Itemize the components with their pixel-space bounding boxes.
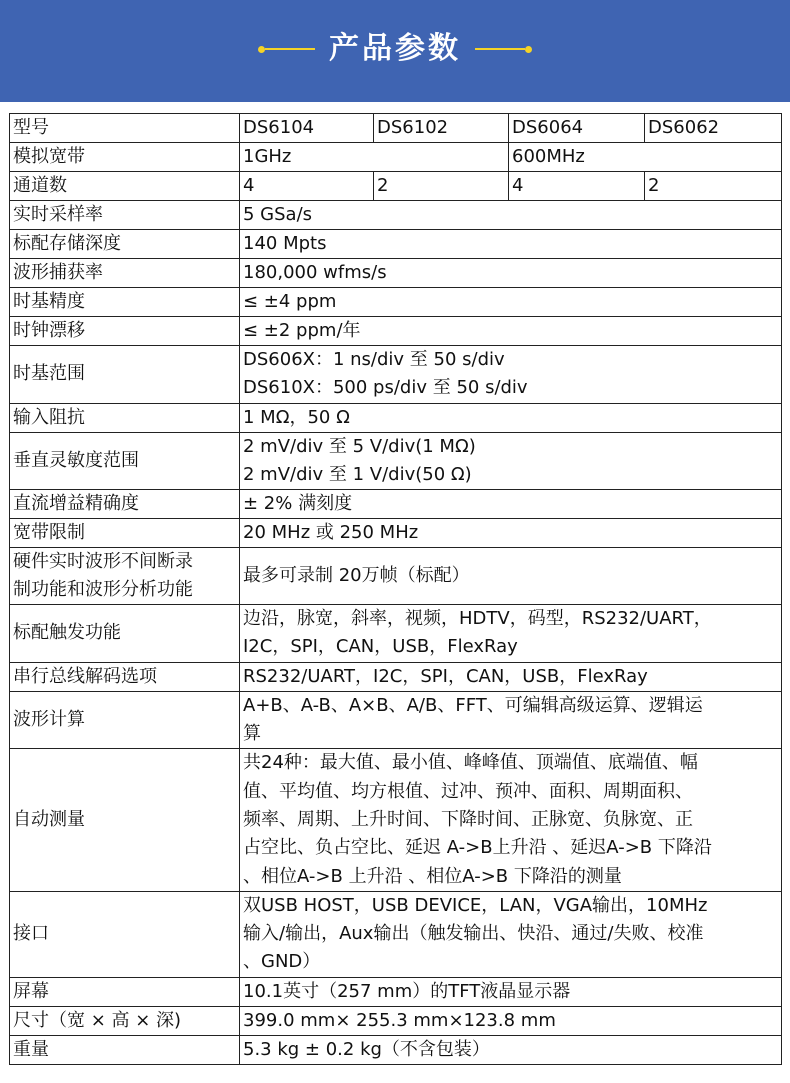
- spec-value-line: 、相位A->B 上升沿 、相位A->B 下降沿的测量: [243, 865, 622, 887]
- spec-value-cell: [240, 317, 782, 346]
- spec-value-cell: [240, 977, 782, 1006]
- spec-label: 模拟宽带: [10, 143, 240, 172]
- spec-value-cell: DS6102: [374, 114, 509, 143]
- spec-row: [10, 605, 782, 663]
- spec-value-cell: 2: [374, 172, 509, 201]
- spec-value-line: 输入/输出，Aux输出（触发输出、快沿、通过/失败、校准: [243, 923, 704, 945]
- spec-value-line: 399.0 mm× 255.3 mm×123.8 mm: [243, 1009, 556, 1031]
- spec-value-line: 5.3 kg ± 0.2 kg（不含包装）: [243, 1038, 490, 1060]
- spec-label: 垂直灵敏度范围: [10, 432, 240, 490]
- spec-value-line: 占空比、负占空比、延迟 A->B上升沿 、延迟A->B 下降沿: [243, 837, 712, 859]
- spec-value-cell: 600MHz: [509, 143, 782, 172]
- spec-value-cell: [240, 288, 782, 317]
- decoration-dot: [258, 46, 265, 53]
- spec-label: 串行总线解码选项: [10, 662, 240, 691]
- spec-label: 型号: [10, 114, 240, 143]
- decoration-line: [475, 48, 525, 50]
- spec-value-line: 5 GSa/s: [243, 204, 313, 225]
- spec-label: 宽带限制: [10, 519, 240, 548]
- spec-row: [10, 691, 782, 749]
- spec-label-line: 硬件实时波形不间断录: [13, 551, 193, 573]
- spec-value-line: 边沿，脉宽，斜率，视频，HDTV，码型，RS232/UART，: [243, 608, 712, 630]
- spec-value-cell: 4: [240, 172, 374, 201]
- spec-row: [10, 201, 782, 230]
- spec-row: [10, 891, 782, 977]
- spec-value-cell: DS6064: [509, 114, 645, 143]
- spec-value-cell: 2: [645, 172, 782, 201]
- spec-value-cell: [240, 490, 782, 519]
- spec-value-line: ± 2% 满刻度: [243, 493, 353, 515]
- spec-value-cell: [240, 201, 782, 230]
- spec-row: [10, 432, 782, 490]
- spec-value-line: 2 mV/div 至 1 V/div(50 Ω): [243, 463, 472, 485]
- spec-value-line: 20 MHz 或 250 MHz: [243, 522, 419, 544]
- spec-row: [10, 490, 782, 519]
- spec-value-line: 频率、周期、上升时间、下降时间、正脉宽、负脉宽、正: [243, 808, 693, 830]
- spec-value-cell: [240, 891, 782, 977]
- header-banner: [0, 0, 790, 102]
- spec-value-line: I2C，SPI，CAN，USB，FlexRay: [243, 636, 518, 658]
- header-title-group: [0, 27, 790, 71]
- spec-value-cell: 4: [509, 172, 645, 201]
- spec-label: 标配存储深度: [10, 230, 240, 259]
- spec-label: 输入阻抗: [10, 403, 240, 432]
- spec-value-line: 值、平均值、均方根值、过冲、预冲、面积、周期面积、: [243, 780, 693, 802]
- spec-row: [10, 548, 782, 605]
- spec-row: [10, 403, 782, 432]
- spec-label: 时基精度: [10, 288, 240, 317]
- title-decoration-left: [258, 46, 315, 53]
- spec-value-cell: [240, 548, 782, 605]
- spec-row: [10, 259, 782, 288]
- spec-label: 重量: [10, 1035, 240, 1064]
- spec-label: 标配触发功能: [10, 605, 240, 663]
- spec-label: [10, 548, 240, 605]
- spec-label-line: 制功能和波形分析功能: [13, 579, 193, 601]
- spec-row: [10, 288, 782, 317]
- spec-value-line: DS606X：1 ns/div 至 50 s/div: [243, 349, 505, 370]
- spec-row: [10, 662, 782, 691]
- spec-row-channels: [10, 172, 782, 201]
- spec-label: 波形捕获率: [10, 259, 240, 288]
- spec-value-cell: 1GHz: [240, 143, 509, 172]
- title-decoration-right: [475, 46, 532, 53]
- decoration-line: [265, 48, 315, 50]
- spec-value-line: 双USB HOST，USB DEVICE，LAN，VGA输出，10MHz: [243, 894, 708, 916]
- spec-row: [10, 749, 782, 891]
- page-title: 产品参数: [329, 31, 461, 66]
- spec-value-cell: [240, 1035, 782, 1064]
- spec-label: 实时采样率: [10, 201, 240, 230]
- spec-label: 自动测量: [10, 749, 240, 891]
- spec-value-line: 共24种：最大值、最小值、峰峰值、顶端值、底端值、幅: [243, 752, 698, 774]
- spec-value-cell: [240, 519, 782, 548]
- spec-label: 时钟漂移: [10, 317, 240, 346]
- spec-value-cell: DS6104: [240, 114, 374, 143]
- spec-row: [10, 519, 782, 548]
- spec-value-line: A+B、A-B、A×B、A/B、FFT、可编辑高级运算、逻辑运: [243, 694, 703, 716]
- spec-value-line: 140 Mpts: [243, 233, 327, 254]
- spec-value-line: ≤ ±4 ppm: [243, 291, 337, 312]
- spec-value-cell: [240, 432, 782, 490]
- spec-value-line: 2 mV/div 至 5 V/div(1 MΩ): [243, 435, 476, 457]
- spec-row: [10, 1006, 782, 1035]
- spec-label: 接口: [10, 891, 240, 977]
- spec-value-line: DS610X：500 ps/div 至 50 s/div: [243, 377, 528, 399]
- spec-label: 波形计算: [10, 691, 240, 749]
- spec-value-cell: [240, 662, 782, 691]
- spec-value-cell: [240, 259, 782, 288]
- spec-row-model: [10, 114, 782, 143]
- spec-table: [9, 113, 782, 1065]
- spec-label: 直流增益精确度: [10, 490, 240, 519]
- spec-row: [10, 1035, 782, 1064]
- spec-value-cell: [240, 346, 782, 404]
- spec-value-line: 、GND）: [243, 951, 321, 973]
- spec-value-line: ≤ ±2 ppm/年: [243, 320, 361, 341]
- spec-value-cell: DS6062: [645, 114, 782, 143]
- spec-row: [10, 317, 782, 346]
- spec-value-cell: [240, 691, 782, 749]
- spec-value-line: 10.1英寸（257 mm）的TFT液晶显示器: [243, 980, 571, 1002]
- spec-label: 时基范围: [10, 346, 240, 404]
- spec-value-cell: [240, 605, 782, 663]
- spec-value-line: 最多可录制 20万帧（标配）: [243, 565, 470, 587]
- spec-label: 屏幕: [10, 977, 240, 1006]
- spec-value-line: 180,000 wfms/s: [243, 262, 387, 283]
- decoration-dot: [525, 46, 532, 53]
- spec-label: 通道数: [10, 172, 240, 201]
- spec-value-line: RS232/UART，I2C，SPI，CAN，USB，FlexRay: [243, 665, 648, 687]
- spec-value-line: 算: [243, 723, 261, 745]
- spec-value-cell: [240, 749, 782, 891]
- spec-table-body: [10, 114, 782, 1065]
- spec-value-cell: [240, 1006, 782, 1035]
- spec-row: [10, 230, 782, 259]
- spec-value-cell: [240, 403, 782, 432]
- spec-row: [10, 346, 782, 404]
- spec-value-cell: [240, 230, 782, 259]
- spec-label: 尺寸（宽 × 高 × 深): [10, 1006, 240, 1035]
- spec-value-line: 1 MΩ，50 Ω: [243, 406, 350, 428]
- spec-row-bandwidth: [10, 143, 782, 172]
- spec-row: [10, 977, 782, 1006]
